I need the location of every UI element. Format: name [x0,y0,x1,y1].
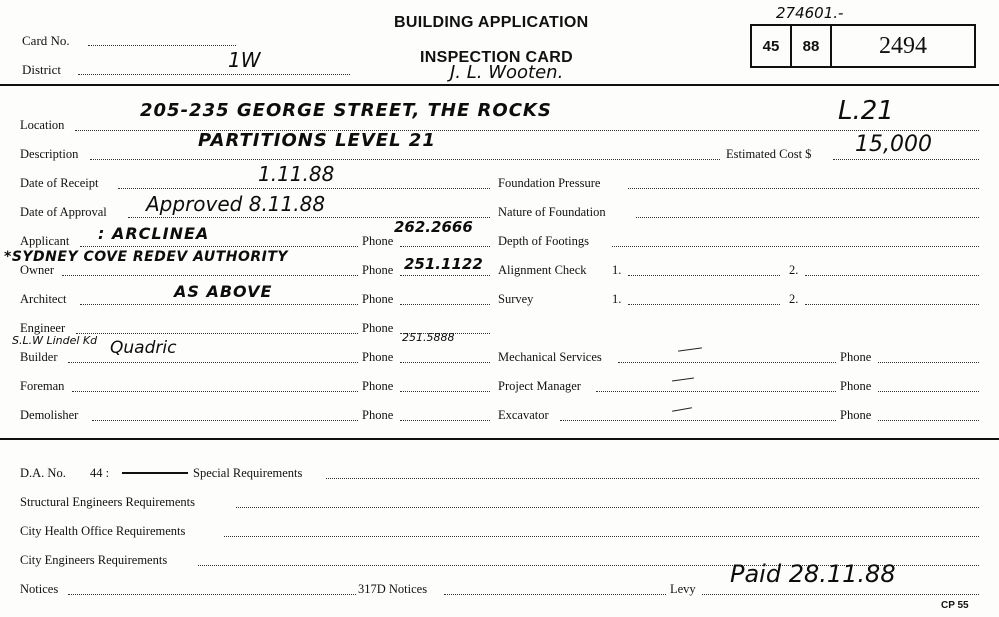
district-value: 1W [228,48,261,72]
applicant-label: Applicant [20,234,70,248]
architect-value: AS ABOVE [174,282,273,301]
location-label: Location [20,118,65,132]
card-box-number: 2494 [879,32,927,59]
owner-phone-label: Phone [362,263,394,277]
alignment-1-label: 1. [612,263,622,277]
city-health-label: City Health Office Requirements [20,524,186,538]
card-box-a: 45 [752,26,792,66]
demolisher-label: Demolisher [20,408,79,422]
applicant-phone-value: 262.2666 [394,218,473,236]
da-no-value: 44 : [90,466,110,480]
mechanical-services-label: Mechanical Services [498,350,602,364]
levy-label: Levy [670,582,696,596]
architect-phone-label: Phone [362,292,394,306]
district-label: District [22,62,61,77]
estimated-cost-value: 15,000 [855,132,932,157]
project-manager-phone-label: Phone [840,379,872,393]
alignment-check-label: Alignment Check [498,263,587,277]
alignment-2-label: 2. [789,263,799,277]
builder-note: S.L.W Lindel Kd [12,334,98,347]
foundation-pressure-label: Foundation Pressure [498,176,601,190]
foreman-label: Foreman [20,379,65,393]
engineer-label: Engineer [20,321,66,335]
date-approval-value: Approved 8.11.88 [146,192,326,216]
317d-notices-label: 317D Notices [358,582,428,596]
mechanical-phone-label: Phone [840,350,872,364]
owner-value: *SYDNEY COVE REDEV AUTHORITY [4,249,289,265]
city-engineers-label: City Engineers Requirements [20,553,168,567]
header-rule [0,84,999,86]
card-no-label: Card No. [22,33,70,48]
estimated-cost-label: Estimated Cost $ [726,147,812,161]
excavator-label: Excavator [498,408,549,422]
section-rule [0,438,999,440]
location-value: 205-235 GEORGE STREET, THE ROCKS [140,100,552,121]
date-approval-label: Date of Approval [20,205,107,219]
special-requirements-label: Special Requirements [193,466,303,480]
project-manager-label: Project Manager [498,379,581,393]
location-ref: L.21 [838,96,894,126]
form-title-line2: INSPECTION CARD [420,49,573,66]
card-number-box [750,24,976,68]
demolisher-phone-label: Phone [362,408,394,422]
builder-label: Builder [20,350,58,364]
card-box-b: 88 [792,26,832,66]
builder-phone-label: Phone [362,350,394,364]
nature-foundation-label: Nature of Foundation [498,205,606,219]
architect-label: Architect [20,292,67,306]
depth-footings-label: Depth of Footings [498,234,589,248]
levy-value: Paid 28.11.88 [730,560,896,588]
builder-value: Quadric [110,338,177,358]
date-receipt-value: 1.11.88 [258,162,335,186]
top-reference: 274601.- [776,4,844,22]
structural-engineers-label: Structural Engineers Requirements [20,495,195,509]
da-no-label: D.A. No. [20,466,66,480]
survey-1-label: 1. [612,292,622,306]
owner-label: Owner [20,263,55,277]
date-receipt-label: Date of Receipt [20,176,99,190]
applicant-phone-label: Phone [362,234,394,248]
owner-phone-value: 251.1122 [404,255,483,273]
description-label: Description [20,147,79,161]
inspector-signature: J. L. Wooten. [450,62,564,83]
builder-phone-value: 251.5888 [402,331,455,344]
engineer-phone-label: Phone [362,321,394,335]
description-value: PARTITIONS LEVEL 21 [198,130,436,151]
notices-label: Notices [20,582,59,596]
survey-2-label: 2. [789,292,799,306]
form-title-line1: BUILDING APPLICATION [394,14,589,31]
excavator-phone-label: Phone [840,408,872,422]
foreman-phone-label: Phone [362,379,394,393]
applicant-value: : ARCLINEA [98,224,210,243]
form-code: CP 55 [941,600,969,611]
survey-label: Survey [498,292,534,306]
